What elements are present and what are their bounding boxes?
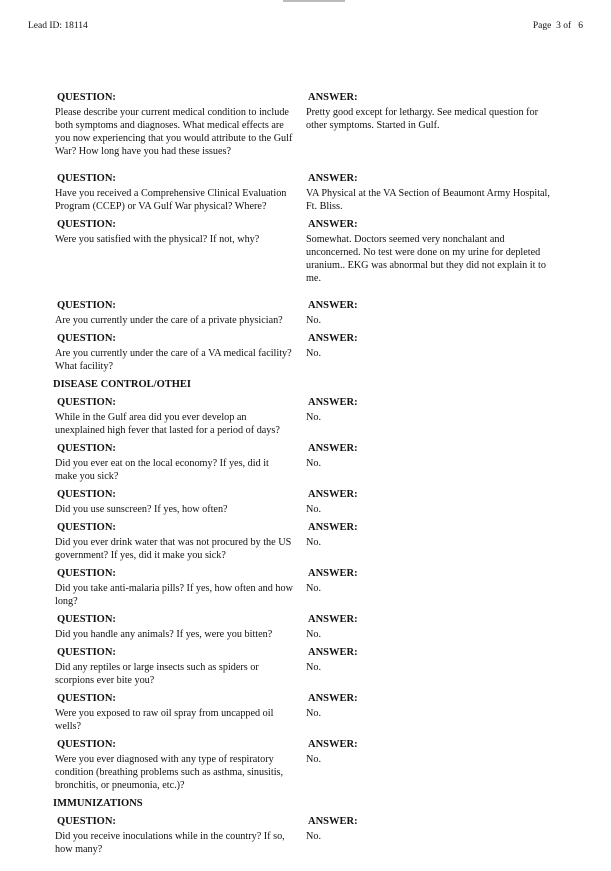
answer-text: No. xyxy=(306,412,321,423)
answer-text: No. xyxy=(306,754,321,765)
question-block xyxy=(55,815,293,856)
question-label: QUESTION: xyxy=(57,443,116,454)
question-label: QUESTION: xyxy=(57,816,116,827)
qa-row xyxy=(0,488,611,516)
qa-group-medical xyxy=(0,91,611,373)
answer-block xyxy=(306,646,556,687)
answer-block xyxy=(306,299,556,327)
question-text: Did you handle any animals? If yes, were you bitten? xyxy=(55,629,273,640)
section-heading-immunizations: IMMUNIZATIONS xyxy=(53,798,143,809)
question-label: QUESTION: xyxy=(57,333,116,344)
question-label: QUESTION: xyxy=(57,489,116,500)
qa-row xyxy=(0,218,611,285)
answer-text: No. xyxy=(306,629,321,640)
answer-text: Pretty good except for lethargy. See medical question for other symptoms. Started in Gulf. xyxy=(306,107,538,131)
question-text: Were you ever diagnosed with any type of respiratory condition (breathing problems such as asthma, sinusitis, bronchitis, or pneumonia, etc.)? xyxy=(55,754,284,791)
answer-label: ANSWER: xyxy=(308,443,358,454)
answer-block xyxy=(306,488,556,516)
question-label: QUESTION: xyxy=(57,739,116,750)
answer-block xyxy=(306,91,556,158)
answer-block xyxy=(306,442,556,483)
answer-label: ANSWER: xyxy=(308,489,358,500)
qa-row xyxy=(0,692,611,733)
question-text: Did you use sunscreen? If yes, how often? xyxy=(55,504,228,515)
answer-text: No. xyxy=(306,458,321,469)
question-block xyxy=(55,738,293,792)
page-number: Page 3 of 6 xyxy=(532,21,583,31)
answer-label: ANSWER: xyxy=(308,816,358,827)
qa-row xyxy=(0,299,611,327)
qa-row xyxy=(0,646,611,687)
qa-group-immunizations xyxy=(0,815,611,856)
answer-block xyxy=(306,218,556,285)
question-block xyxy=(55,396,293,437)
question-label: QUESTION: xyxy=(57,647,116,658)
question-block xyxy=(55,521,293,562)
answer-label: ANSWER: xyxy=(308,522,358,533)
qa-row xyxy=(0,521,611,562)
question-text: Did you receive inoculations while in the country? If so, how many? xyxy=(55,831,285,855)
question-block xyxy=(55,567,293,608)
scan-mark xyxy=(283,0,345,2)
qa-row xyxy=(0,91,611,158)
answer-block xyxy=(306,692,556,733)
answer-text: Somewhat. Doctors seemed very nonchalant and unconcerned. No test were done on my urine for depleted uranium.. EKG was abnormal but they did not explain it to me. xyxy=(306,234,546,284)
question-text: Have you received a Comprehensive Clinical Evaluation Program (CCEP) or VA Gulf War physical? Where? xyxy=(55,188,287,212)
question-label: QUESTION: xyxy=(57,92,116,103)
question-text: Did you ever eat on the local economy? If yes, did it make you sick? xyxy=(55,458,269,482)
qa-group-disease-control xyxy=(0,396,611,792)
answer-label: ANSWER: xyxy=(308,173,358,184)
answer-block xyxy=(306,396,556,437)
question-text: While in the Gulf area did you ever develop an unexplained high fever that lasted for a period of days? xyxy=(55,412,280,436)
answer-block xyxy=(306,815,556,856)
qa-row xyxy=(0,613,611,641)
question-text: Please describe your current medical condition to include both symptoms and diagnoses. What medical effects are you now experiencing that you would attribute to the Gulf War? How long have you had these issues? xyxy=(55,107,293,157)
question-label: QUESTION: xyxy=(57,614,116,625)
question-text: Were you exposed to raw oil spray from uncapped oil wells? xyxy=(55,708,274,732)
answer-label: ANSWER: xyxy=(308,300,358,311)
question-block xyxy=(55,332,293,373)
question-label: QUESTION: xyxy=(57,568,116,579)
answer-text: No. xyxy=(306,504,321,515)
answer-text: VA Physical at the VA Section of Beaumont Army Hospital, Ft. Bliss. xyxy=(306,188,550,212)
question-block xyxy=(55,442,293,483)
answer-block xyxy=(306,172,556,213)
question-block xyxy=(55,613,293,641)
answer-label: ANSWER: xyxy=(308,397,358,408)
qa-row xyxy=(0,172,611,213)
answer-block xyxy=(306,613,556,641)
question-block xyxy=(55,172,293,213)
answer-label: ANSWER: xyxy=(308,693,358,704)
question-block xyxy=(55,218,293,285)
question-label: QUESTION: xyxy=(57,219,116,230)
answer-text: No. xyxy=(306,583,321,594)
question-label: QUESTION: xyxy=(57,693,116,704)
answer-block xyxy=(306,521,556,562)
question-text: Are you currently under the care of a VA medical facility? What facility? xyxy=(55,348,292,372)
answer-label: ANSWER: xyxy=(308,568,358,579)
question-text: Did you take anti-malaria pills? If yes, how often and how long? xyxy=(55,583,293,607)
question-label: QUESTION: xyxy=(57,173,116,184)
answer-block xyxy=(306,567,556,608)
answer-text: No. xyxy=(306,708,321,719)
answer-text: No. xyxy=(306,348,321,359)
question-block xyxy=(55,692,293,733)
question-block xyxy=(55,646,293,687)
answer-label: ANSWER: xyxy=(308,92,358,103)
answer-text: No. xyxy=(306,537,321,548)
qa-row xyxy=(0,815,611,856)
qa-row xyxy=(0,738,611,792)
question-text: Were you satisfied with the physical? If not, why? xyxy=(55,234,260,245)
lead-id: Lead ID: 18114 xyxy=(28,21,88,31)
qa-list xyxy=(0,91,611,871)
question-block xyxy=(55,488,293,516)
qa-row xyxy=(0,332,611,373)
section-heading-disease-control: DISEASE CONTROL/OTHEI xyxy=(53,379,191,390)
answer-text: No. xyxy=(306,662,321,673)
answer-block xyxy=(306,738,556,792)
answer-label: ANSWER: xyxy=(308,333,358,344)
qa-row xyxy=(0,567,611,608)
question-block xyxy=(55,91,293,158)
question-text: Did any reptiles or large insects such as spiders or scorpions ever bite you? xyxy=(55,662,259,686)
question-label: QUESTION: xyxy=(57,522,116,533)
answer-label: ANSWER: xyxy=(308,739,358,750)
question-text: Did you ever drink water that was not procured by the US government? If yes, did it make you sick? xyxy=(55,537,292,561)
question-text: Are you currently under the care of a private physician? xyxy=(55,315,283,326)
question-block xyxy=(55,299,293,327)
question-label: QUESTION: xyxy=(57,397,116,408)
answer-text: No. xyxy=(306,831,321,842)
answer-label: ANSWER: xyxy=(308,219,358,230)
qa-row xyxy=(0,396,611,437)
answer-label: ANSWER: xyxy=(308,647,358,658)
answer-block xyxy=(306,332,556,373)
answer-label: ANSWER: xyxy=(308,614,358,625)
qa-row xyxy=(0,442,611,483)
answer-text: No. xyxy=(306,315,321,326)
question-label: QUESTION: xyxy=(57,300,116,311)
